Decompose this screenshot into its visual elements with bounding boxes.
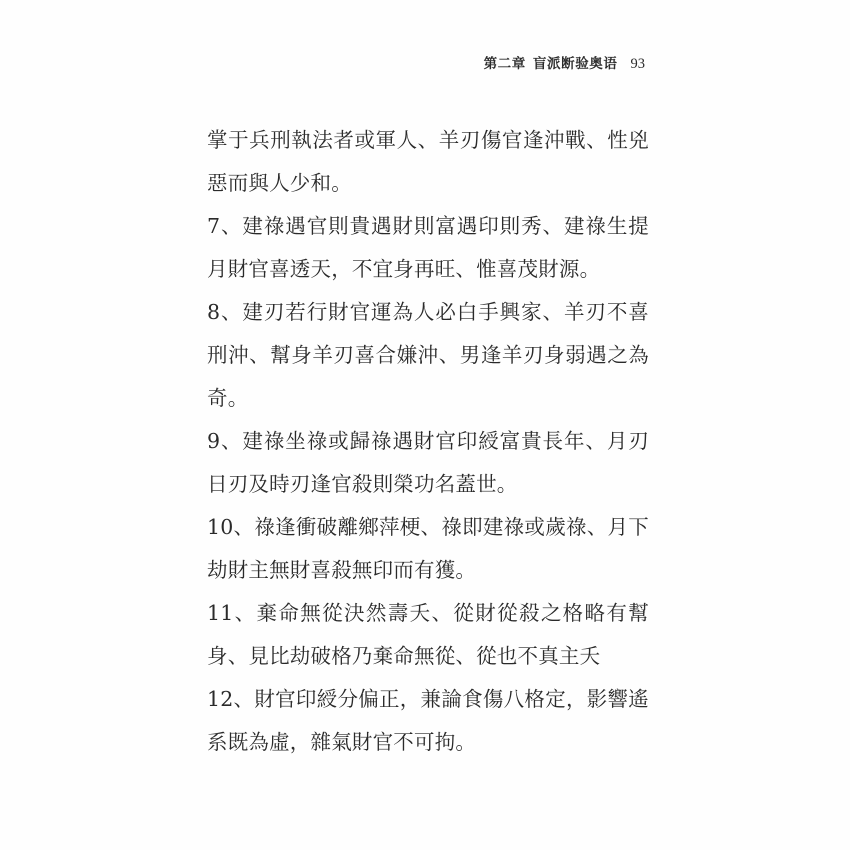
header-chapter-label: 第二章 <box>483 56 526 72</box>
paragraph-item-7: 7、建祿遇官則貴遇財則富遇印則秀、建祿生提月財官喜透天，不宜身再旺、惟喜茂財源。 <box>207 214 649 281</box>
paragraph-item-12: 12、財官印綬分偏正，兼論食傷八格定，影響遙系既為虛，雜氣財官不可拘。 <box>207 687 649 754</box>
running-header <box>205 52 645 73</box>
page-number: 93 <box>630 56 645 72</box>
paragraph-continuation: 掌于兵刑執法者或軍人、羊刃傷官逢沖戰、性兇惡而與人少和。 <box>207 128 649 195</box>
paragraph-item-9: 9、建祿坐祿或歸祿遇財官印綬富貴長年、月刃日刃及時刃逢官殺則榮功名蓋世。 <box>207 429 649 496</box>
paragraph-item-8: 8、建刃若行財官運為人必白手興家、羊刃不喜刑沖、幫身羊刃喜合嫌沖、男逢羊刃身弱遇之為奇。 <box>207 300 649 410</box>
paragraph-item-11: 11、棄命無從決然壽夭、從財從殺之格略有幫身、見比劫破格乃棄命無從、從也不真主夭 <box>207 601 649 668</box>
body-text-block <box>207 119 649 764</box>
header-chapter-title: 盲派断验奥语 <box>532 56 618 72</box>
paragraph-item-10: 10、祿逢衝破離鄉萍梗、祿即建祿或歲祿、月下劫財主無財喜殺無印而有獲。 <box>207 515 649 582</box>
